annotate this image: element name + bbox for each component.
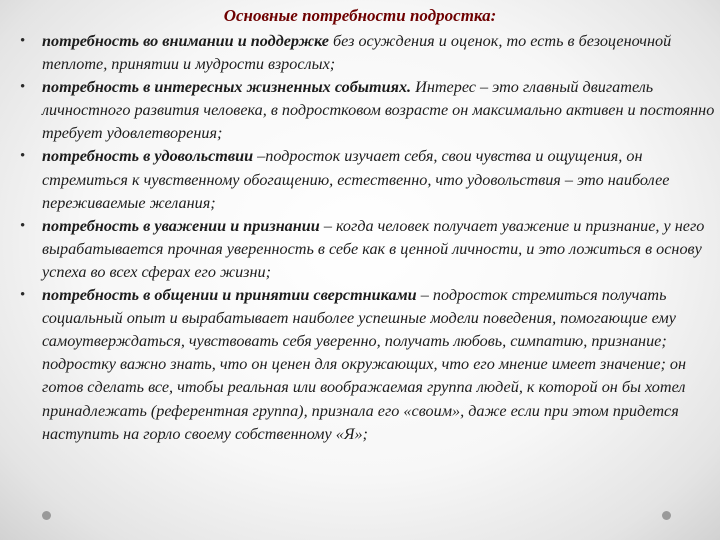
item-text: Интерес – это главный двигатель личностного развития человека, в подростковом возрасте он максимально активен и постоянно требует удовлетворения; bbox=[42, 78, 715, 143]
item-text: – подросток стремиться получать социальный опыт и вырабатывает наиболее успешные модели поведения, помогающие ему самоутверждаться, чувствовать себя уверенно, получать любовь, симпатию, признание; подростку важно знать, что он ценен для окружающих, что его мнение имеет значение; он готов сделать все, чтобы реальная или воображаемая группа людей, к которой он бы хотел принадлежать (референтная группа), признала его «своим», даже если при этом придется наступить на горло своему собственному «Я»; bbox=[42, 286, 687, 443]
item-text: – когда человек получает уважение и признание, у него вырабатывается прочная уверенность в себе как в ценной личности, и это ложиться в основу успеха во всех сферах его жизни; bbox=[42, 216, 705, 281]
list-item bbox=[18, 145, 718, 214]
item-bold-text: потребность в интересных жизненных событиях. bbox=[42, 78, 412, 97]
bullet-icon: • bbox=[20, 148, 26, 165]
bullet-icon: • bbox=[20, 79, 26, 96]
bullet-icon: • bbox=[20, 217, 26, 234]
list-item bbox=[18, 76, 718, 145]
item-text: без осуждения и оценок, то есть в безоценочной теплоте, принятии и мудрости взрослых; bbox=[42, 32, 672, 74]
decorative-dot-icon bbox=[42, 511, 51, 520]
decorative-dot-icon bbox=[662, 511, 671, 520]
item-bold-text: потребность во внимании и поддержке bbox=[42, 32, 329, 50]
list-item bbox=[18, 215, 718, 284]
needs-list bbox=[18, 30, 718, 446]
item-bold-text: потребность в общении и принятии сверстниками bbox=[42, 286, 417, 305]
bullet-icon: • bbox=[20, 33, 26, 49]
bullet-icon: • bbox=[20, 287, 26, 304]
item-bold-text: потребность в уважении и признании bbox=[42, 216, 320, 235]
list-item bbox=[18, 284, 718, 446]
item-text: –подросток изучает себя, свои чувства и ощущения, он стремиться к чувственному обогащению, естественно, что удовольствия – это наиболее переживаемые желания; bbox=[42, 147, 670, 212]
list-item bbox=[18, 30, 718, 76]
item-bold-text: потребность в удовольствии bbox=[42, 147, 254, 166]
slide-title: Основные потребности подростка: bbox=[223, 6, 497, 25]
